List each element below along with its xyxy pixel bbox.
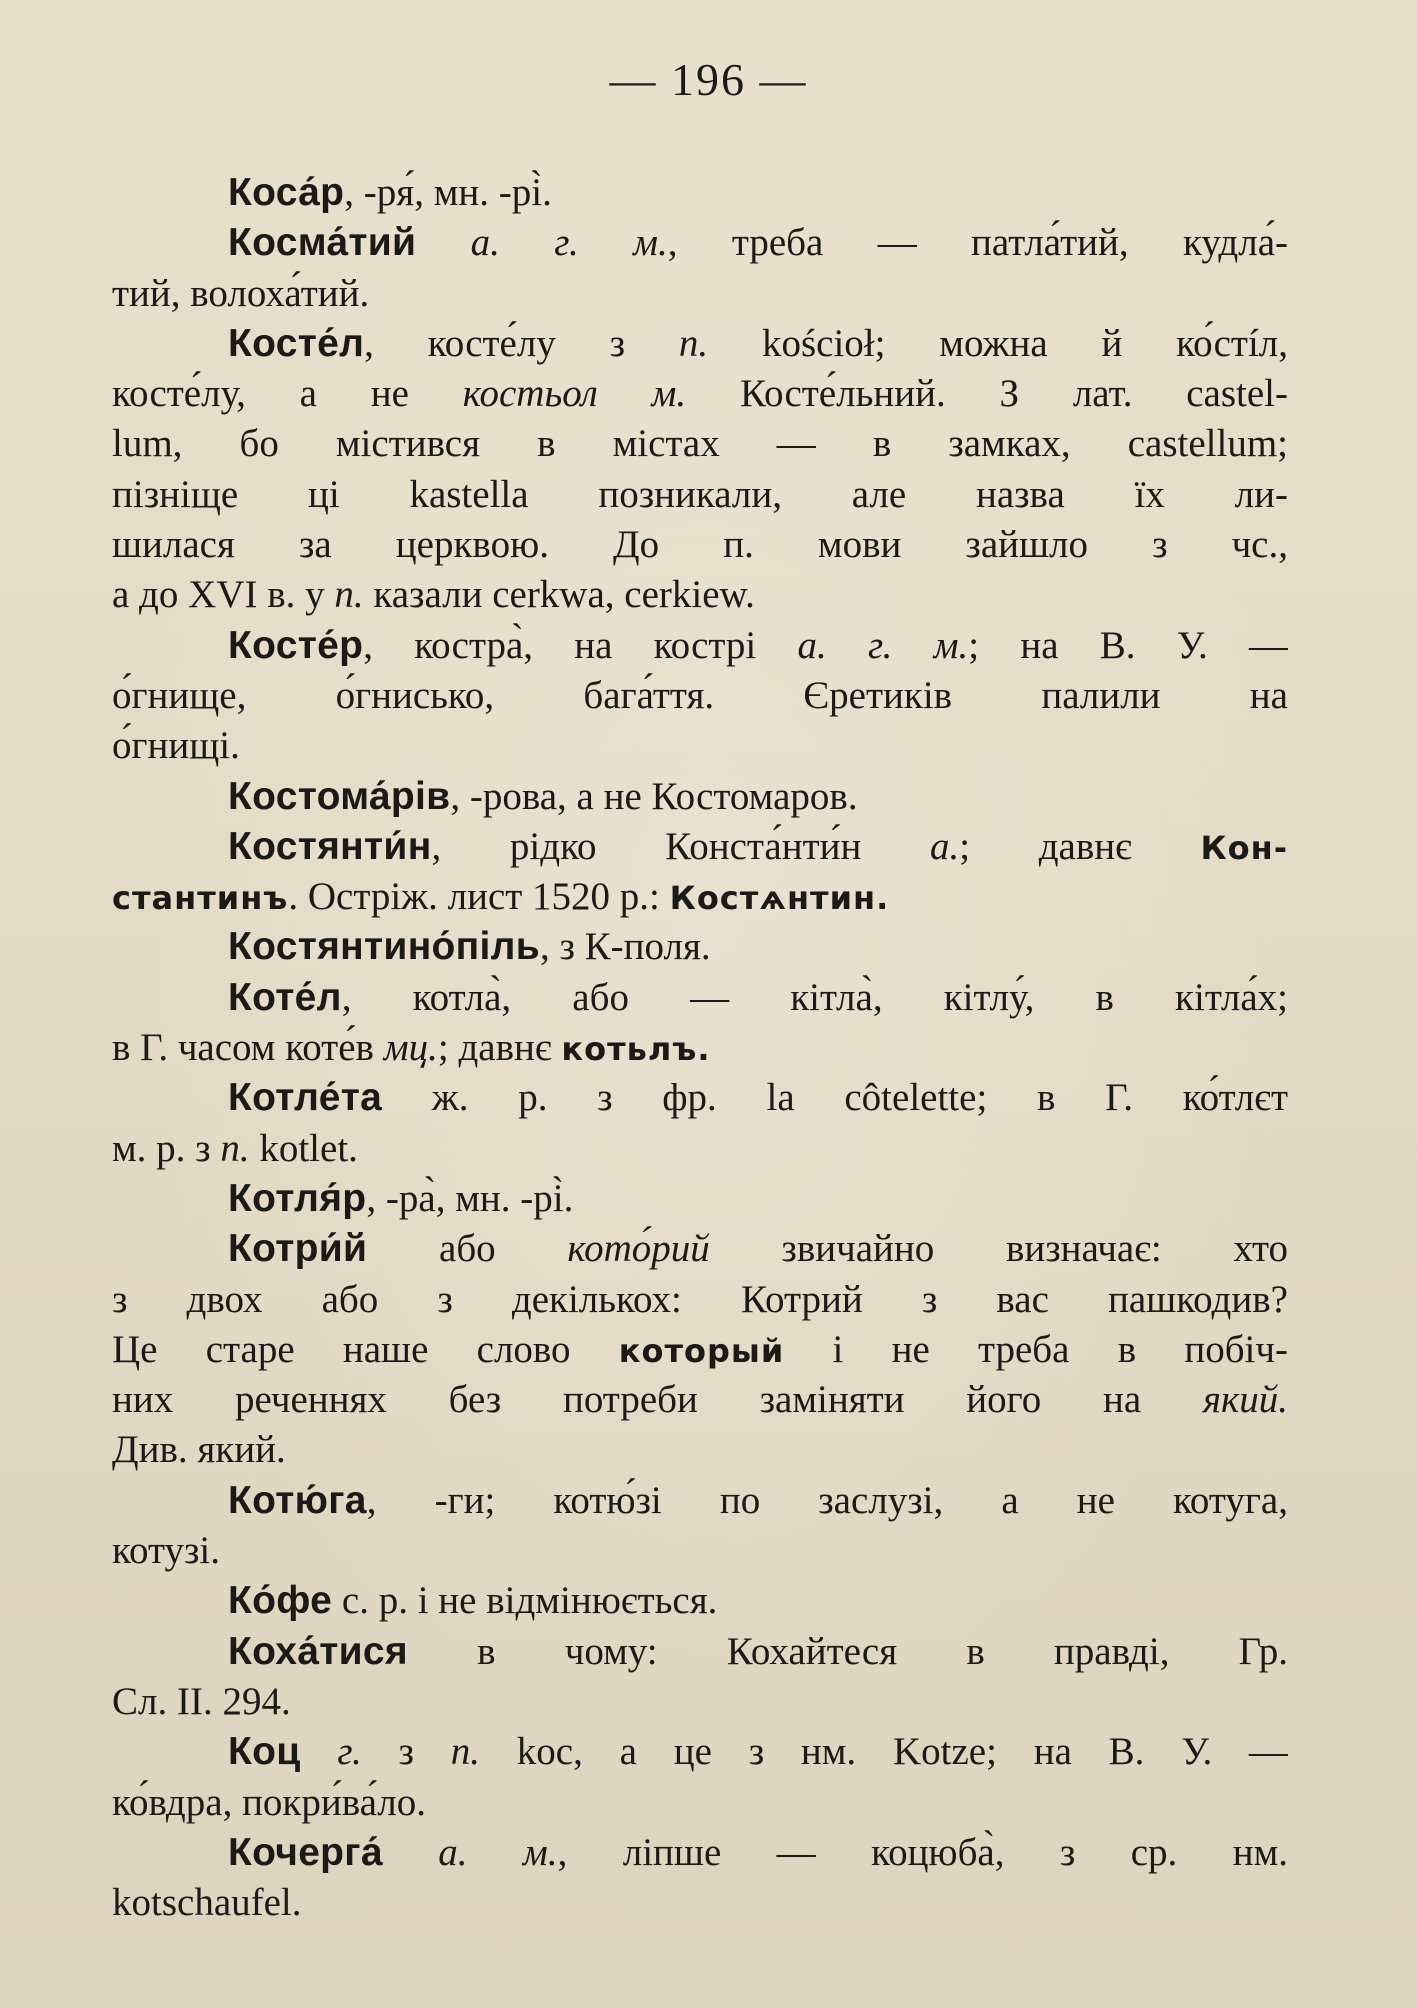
text-segment: koc, а це з нм. Kotze; на В. У. —: [480, 1730, 1288, 1774]
text-line: [112, 1224, 1288, 1274]
dictionary-text: [112, 168, 1288, 1928]
text-line: [112, 671, 1288, 721]
text-segment: [301, 1730, 338, 1773]
text-segment: м. р. з: [112, 1126, 221, 1170]
text-line: [112, 1828, 1288, 1878]
italic-text: а. м.: [438, 1830, 558, 1874]
text-line: [112, 1627, 1288, 1677]
text-line: [112, 1476, 1288, 1526]
text-line: [112, 1375, 1288, 1425]
headword: Котле́та: [228, 1076, 383, 1120]
page-number: — 196 —: [609, 54, 808, 105]
italic-text: мц.: [383, 1026, 438, 1070]
text-segment: з: [361, 1730, 451, 1774]
headword: Коха́тися: [228, 1629, 408, 1673]
headword: Костома́рів: [228, 774, 451, 818]
text-line: [112, 721, 1288, 771]
text-segment: Це старе наше слово: [112, 1327, 619, 1371]
text-segment: kotschaufel.: [112, 1881, 302, 1925]
text-segment: , -ря́, мн. -рі̀.: [344, 171, 552, 214]
italic-text: п.: [678, 321, 709, 365]
text-segment: [383, 1831, 438, 1874]
text-segment: котузі.: [112, 1529, 220, 1573]
headword: Косте́л: [228, 321, 365, 365]
text-segment: , косте́лу з: [364, 321, 679, 365]
text-line: [112, 520, 1288, 570]
text-line: [112, 470, 1288, 520]
headword: Костянтино́піль: [228, 925, 541, 969]
old-slavonic-text: который: [618, 1331, 785, 1370]
text-segment: ; на В. У. —: [968, 623, 1288, 667]
text-line: [112, 1023, 1288, 1073]
text-line: [112, 369, 1288, 419]
text-segment: kościoł; можна й ко́стíл,: [708, 321, 1288, 365]
old-slavonic-text: Кон-: [1200, 828, 1288, 867]
text-segment: , котла̀, або — кітла̀, кітлу́, в кітла́х;: [341, 975, 1288, 1019]
headword: Коц: [228, 1730, 301, 1774]
headword: Котри́й: [228, 1227, 368, 1271]
text-line: [112, 1526, 1288, 1576]
text-line: [112, 1727, 1288, 1777]
headword: Кочерга́: [228, 1830, 383, 1874]
text-segment: kotlet.: [249, 1126, 358, 1170]
headword: Котля́р: [228, 1176, 367, 1220]
text-segment: с. р. і не відмінюється.: [332, 1579, 718, 1623]
text-line: [112, 168, 1288, 218]
text-line: [112, 1878, 1288, 1928]
text-segment: , рідко Конста́нти́н: [431, 824, 930, 868]
text-line: [112, 822, 1288, 872]
text-segment: шилася за церквою. До п. мови зайшло з чс.,: [112, 523, 1288, 567]
text-segment: звичайно визначає: хто: [709, 1227, 1288, 1271]
old-slavonic-text: Костѧнтин.: [669, 879, 890, 918]
italic-text: який.: [1202, 1378, 1288, 1422]
text-line: [112, 319, 1288, 369]
text-line: [112, 772, 1288, 822]
italic-text: а. г. м.: [470, 221, 668, 265]
text-segment: [416, 221, 470, 264]
text-segment: о́гнище, о́гнисько, бага́ття. Єретиків палили на: [112, 673, 1288, 717]
text-line: [112, 419, 1288, 469]
text-segment: , -ра̀, мн. -рі̀.: [366, 1176, 574, 1220]
headword: Котю́га: [228, 1478, 367, 1522]
text-segment: Косте́льний. З лат. castel-: [686, 372, 1288, 416]
text-segment: , треба — патла́тий, кудла́-: [667, 221, 1288, 265]
text-segment: або: [367, 1227, 568, 1271]
headword: Косте́р: [228, 623, 364, 667]
italic-text: а. г. м.: [797, 623, 969, 667]
text-line: [112, 1778, 1288, 1828]
text-segment: тий, волоха́тий.: [112, 271, 370, 315]
headword: Косма́тий: [228, 221, 417, 265]
text-line: [112, 922, 1288, 972]
text-segment: ко́вдра, покри́ва́ло.: [112, 1780, 427, 1824]
italic-text: кото́рий: [567, 1227, 710, 1271]
italic-text: п.: [334, 573, 364, 617]
headword: Коса́р: [228, 171, 345, 214]
text-segment: . Остріж. лист 1520 р.:: [288, 875, 670, 919]
text-segment: lum, бо містився в містах — в замках, castellum;: [112, 422, 1288, 466]
text-segment: о́гнищі.: [112, 724, 240, 768]
headword: Костянти́н: [228, 824, 432, 868]
text-line: [112, 1576, 1288, 1626]
text-segment: , -рова, а не Костомаров.: [450, 774, 858, 818]
text-segment: ж. р. з фр. la côtelette; в Г. ко́тлєт: [382, 1076, 1288, 1120]
text-line: [112, 1325, 1288, 1375]
text-line: [112, 1677, 1288, 1727]
text-line: [112, 570, 1288, 620]
text-line: [112, 621, 1288, 671]
text-line: [112, 1174, 1288, 1224]
text-segment: з двох або з декількох: Котрий з вас пашкодив?: [112, 1277, 1288, 1321]
text-line: [112, 1275, 1288, 1325]
text-segment: , ліпше — коцюба̀, з ср. нм.: [557, 1830, 1288, 1874]
italic-text: г.: [337, 1730, 362, 1774]
text-line: [112, 1124, 1288, 1174]
old-slavonic-text: стантинъ: [112, 879, 289, 918]
text-segment: , з К-поля.: [540, 925, 711, 969]
text-segment: , -ги; котю́зі по заслузі, а не котуга,: [366, 1478, 1288, 1522]
text-segment: Сл. II. 294.: [112, 1679, 291, 1723]
headword: Ко́фе: [228, 1579, 333, 1623]
text-line: [112, 269, 1288, 319]
text-segment: ; давнє: [437, 1026, 562, 1070]
text-segment: Див. який.: [112, 1428, 286, 1472]
text-segment: косте́лу, а не: [112, 372, 463, 416]
text-line: [112, 872, 1288, 922]
text-segment: ; давнє: [959, 824, 1201, 868]
text-line: [112, 218, 1288, 268]
text-segment: і не треба в побіч-: [784, 1327, 1288, 1371]
text-segment: пізніще ці kastella позникали, але назва їх ли-: [112, 472, 1288, 516]
italic-text: п.: [450, 1730, 480, 1774]
italic-text: п.: [220, 1126, 250, 1170]
text-segment: а до XVI в. у: [112, 573, 335, 617]
italic-text: костьол м.: [462, 372, 687, 416]
italic-text: а.: [930, 824, 960, 868]
text-line: [112, 1425, 1288, 1475]
text-segment: казали cerkwa, cerkiew.: [363, 573, 755, 617]
text-segment: них реченнях без потреби заміняти його на: [112, 1378, 1203, 1422]
headword: Коте́л: [228, 975, 342, 1019]
old-slavonic-text: котьлъ.: [561, 1030, 711, 1069]
text-line: [112, 973, 1288, 1023]
text-segment: в Г. часом коте́в: [112, 1026, 384, 1070]
text-line: [112, 1073, 1288, 1123]
text-segment: , костра̀, на кострі: [363, 623, 798, 667]
text-segment: в чому: Кохайтеся в правді, Гр.: [407, 1629, 1288, 1673]
